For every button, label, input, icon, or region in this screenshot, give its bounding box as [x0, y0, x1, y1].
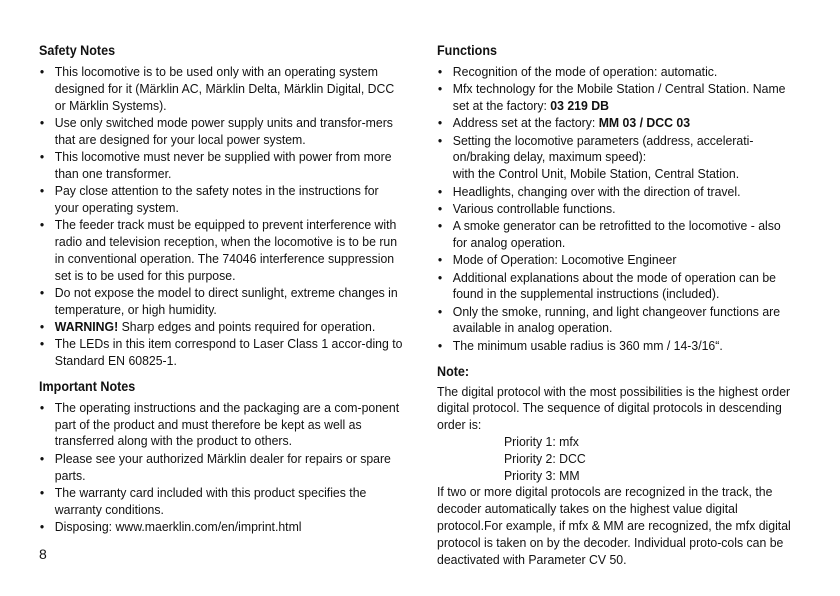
- warning-label: WARNING!: [54, 318, 119, 334]
- note-heading: Note:: [437, 363, 470, 379]
- list-item: • Mode of Operation: Locomotive Engineer: [437, 252, 797, 269]
- priority-line: Priority 3: MM: [503, 467, 580, 483]
- setting-text: Setting the locomotive parameters (address, accelerati-on/braking delay, maximum speed):: [452, 132, 754, 165]
- list-item: • This locomotive must never be supplied with power from more than one transformer.: [39, 149, 403, 183]
- list-item: • Do not expose the model to direct sunlight, extreme changes in temperature, or high humidity.: [39, 285, 403, 319]
- address-item: [437, 115, 797, 132]
- warning-text: Sharp edges and points required for operation.: [118, 318, 376, 334]
- safety-notes-heading: Safety Notes: [39, 43, 116, 58]
- right-column: [437, 42, 799, 568]
- list-item: • The warranty card included with this product specifies the warranty conditions.: [39, 485, 403, 519]
- list-item: • The operating instructions and the packaging are a com-ponent part of the product and must therefore be kept as well as transferred along with the product to others.: [39, 400, 403, 450]
- priority-line: Priority 2: DCC: [503, 450, 586, 466]
- mfx-name: 03 219 DB: [550, 98, 609, 114]
- page-number: 8: [39, 546, 47, 562]
- mfx-text: Mfx technology for the Mobile Station / Central Station. Name set at the factory:: [452, 81, 786, 114]
- functions-heading: Functions: [437, 43, 497, 58]
- list-item: • Various controllable functions.: [437, 201, 797, 218]
- note-paragraph-1: The digital protocol with the most possibilities is the highest order digital protocol. The sequence of digital protocols in descending order is:: [437, 383, 791, 433]
- list-item: • Disposing: www.maerklin.com/en/imprint.html: [39, 519, 403, 536]
- list-item: • The LEDs in this item correspond to Laser Class 1 accor-ding to Standard EN 60825-1.: [39, 336, 403, 370]
- important-notes-heading: Important Notes: [39, 378, 136, 394]
- priority-line: Priority 1: mfx: [503, 433, 579, 449]
- list-item: • The minimum usable radius is 360 mm / 14-3/16“.: [437, 338, 797, 355]
- list-item: • Use only switched mode power supply units and transfor-mers that are designed for your local power system.: [39, 115, 403, 149]
- list-item: • Additional explanations about the mode of operation can be found in the supplemental instructions (included).: [437, 270, 797, 304]
- note-paragraph-2: If two or more digital protocols are recognized in the track, the decoder automatically takes on the highest value digital protocol.For example, if mfx & MM are recognized, the mfx digital protocol is taken on by the decoder. Individual proto-cols can be deactivated with Parameter CV 50.: [437, 484, 791, 567]
- setting-text-2: with the Control Unit, Mobile Station, Central Station.: [452, 166, 740, 182]
- setting-item: [437, 133, 797, 183]
- list-item: • This locomotive is to be used only with an operating system designed for it (Märklin AC, Märklin Delta, Märklin Digital, DCC or Märklin Systems).: [39, 64, 403, 114]
- list-item: • Please see your authorized Märklin dealer for repairs or spare parts.: [39, 451, 403, 485]
- safety-notes-list: [39, 64, 403, 370]
- important-notes-list: [39, 400, 403, 536]
- address-text: Address set at the factory:: [452, 115, 599, 131]
- list-item: • A smoke generator can be retrofitted to the locomotive - also for analog operation.: [437, 218, 797, 252]
- functions-list: [437, 64, 797, 355]
- mfx-item: [437, 81, 797, 115]
- address-value: MM 03 / DCC 03: [598, 115, 691, 131]
- list-item: • Pay close attention to the safety notes in the instructions for your operating system.: [39, 183, 403, 217]
- left-column: [39, 42, 405, 544]
- list-item: • Headlights, changing over with the direction of travel.: [437, 184, 797, 201]
- warning-item: [39, 319, 403, 336]
- list-item: • Only the smoke, running, and light changeover functions are available in analog operation.: [437, 304, 797, 338]
- list-item: • Recognition of the mode of operation: automatic.: [437, 64, 797, 81]
- list-item: • The feeder track must be equipped to prevent interference with radio and television reception, when the locomotive is to be run in conventional operation. The 74046 interference suppression set is to be used for this purpose.: [39, 217, 403, 284]
